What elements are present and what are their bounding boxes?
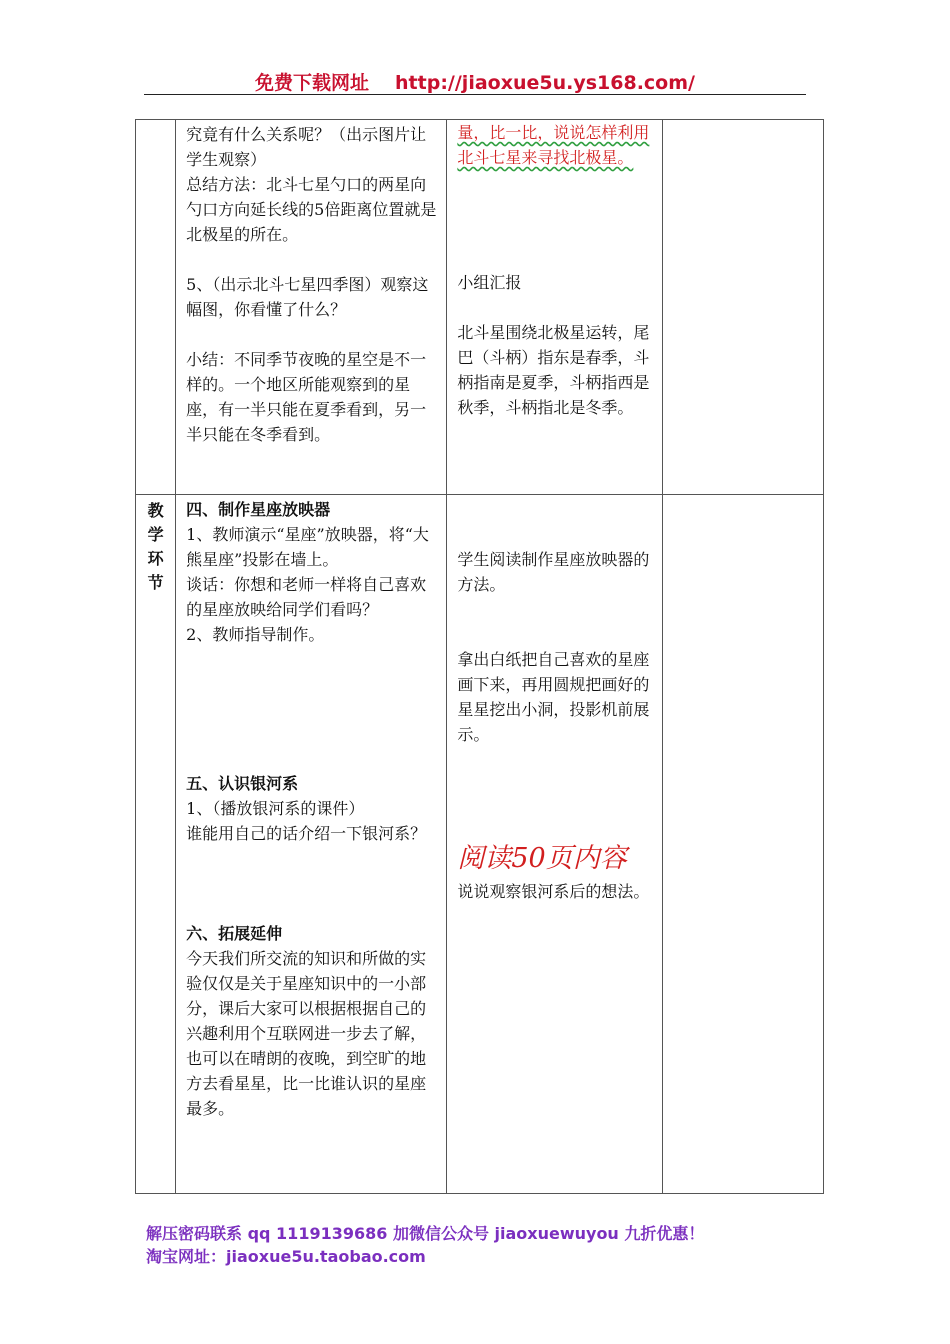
- teacher-text: 究竟有什么关系呢？（出示图片让学生观察）: [186, 125, 427, 169]
- student-text: 拿出白纸把自己喜欢的星座画下来，再用圆规把画好的星星挖出小洞，投影机前展示。: [457, 650, 650, 744]
- student-highlight-text: 量，比一比，说说怎样利用北斗七星来寻找北极星。: [457, 123, 650, 167]
- lesson-plan-table: [135, 119, 824, 1194]
- page-header: [0, 68, 950, 95]
- header-title: 免费下载网址: [255, 72, 370, 94]
- footer-taobao[interactable]: 淘宝网址：jiaoxue5u.taobao.com: [146, 1247, 426, 1266]
- stage-label-char: 教: [147, 501, 164, 520]
- student-text: 小组汇报: [457, 273, 522, 292]
- reading-emphasis: 阅读50页内容: [457, 843, 627, 874]
- stage-label-char: 节: [147, 573, 164, 592]
- table-row: [136, 120, 824, 495]
- teacher-text: 5、（出示北斗七星四季图）观察这幅图，你看懂了什么？: [186, 275, 429, 319]
- stage-label-char: 学: [147, 525, 164, 544]
- notes-cell: [663, 495, 824, 1194]
- section-title: 五、认识银河系: [186, 774, 299, 793]
- teacher-activity-cell: [176, 120, 447, 495]
- header-url[interactable]: http://jiaoxue5u.ys168.com/: [395, 72, 695, 94]
- teacher-text: 今天我们所交流的知识和所做的实验仅仅是关于星座知识中的一小部分，课后大家可以根据根据自己的兴趣利用个互联网进一步去了解，也可以在晴朗的夜晚，到空旷的地方去看星星，比一比谁认识的星座最多。: [186, 949, 427, 1118]
- student-activity-cell: [447, 495, 663, 1194]
- teacher-summary: 小结：不同季节夜晚的星空是不一样的。一个地区所能观察到的星座，有一半只能在夏季看到，另一半只能在冬季看到。: [186, 350, 427, 444]
- student-activity-cell: [447, 120, 663, 495]
- teacher-text: 2、教师指导制作。: [186, 625, 325, 644]
- student-text: 学生阅读制作星座放映器的方法。: [457, 550, 650, 594]
- notes-cell: [663, 120, 824, 495]
- student-text: 北斗星围绕北极星运转，尾巴（斗柄）指东是春季，斗柄指南是夏季，斗柄指西是秋季，斗柄指北是冬季。: [457, 323, 650, 417]
- section-title: 四、制作星座放映器: [186, 500, 331, 519]
- teacher-text: 总结方法：北斗七星勺口的两星向勺口方向延长线的5倍距离位置就是北极星的所在。: [186, 175, 437, 244]
- teacher-text: 谈话：你想和老师一样将自己喜欢的星座放映给同学们看吗？: [186, 575, 427, 619]
- stage-label-char: 环: [147, 549, 164, 568]
- section-title: 六、拓展延伸: [186, 924, 283, 943]
- teacher-text: 1、（播放银河系的课件）: [186, 799, 365, 818]
- header-rule: [144, 94, 806, 95]
- student-text: 说说观察银河系后的想法。: [457, 882, 650, 901]
- stage-cell-empty: [136, 120, 176, 495]
- teacher-activity-cell: [176, 495, 447, 1194]
- teacher-text: 1、教师演示“星座”放映器，将“大熊星座”投影在墙上。: [186, 525, 429, 569]
- table-row: [136, 495, 824, 1194]
- stage-label-cell: [136, 495, 176, 1194]
- teacher-text: 谁能用自己的话介绍一下银河系？: [186, 824, 427, 843]
- footer-contact: 解压密码联系 qq 1119139686 加微信公众号 jiaoxuewuyou 九折优惠！: [146, 1224, 705, 1243]
